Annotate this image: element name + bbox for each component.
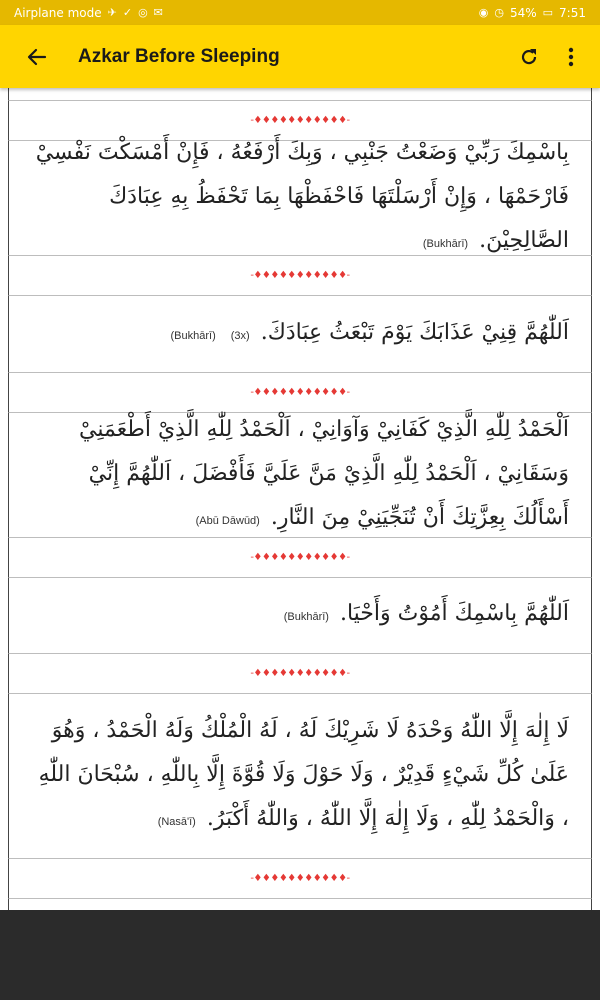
more-options-button[interactable] <box>554 40 588 74</box>
status-bar <box>0 0 600 25</box>
whatsapp-icon: ◎ <box>138 6 148 19</box>
dua-text: اَللّٰهُمَّ قِنِيْ عَذَابَكَ يَوْمَ تَبْعَثُ عِبَادَكَ. <box>260 319 569 345</box>
mail-icon: ✉ <box>153 6 163 19</box>
dua-text: اَللّٰهُمَّ بِاسْمِكَ أَمُوْتُ وَأَحْيَا. <box>339 601 569 626</box>
divider-ornament: -♦♦♦♦♦♦♦♦♦♦♦- <box>8 537 592 577</box>
dua-source: (Bukhārī) <box>283 611 329 623</box>
dua-text: لَا إِلٰهَ إِلَّا اللّٰهُ وَحْدَهُ لَا شَرِيْكَ لَهُ ، لَهُ الْمُلْكُ وَلَهُ الْحَمْدُ ، وَهُوَ عَلَىٰ كُلِّ شَيْءٍ قَدِيْرٌ ، وَلَا حَوْلَ وَلَا قُوَّةَ إِلَّا بِاللّٰهِ ، سُبْحَانَ اللّٰهِ ، وَالْحَمْدُ لِلّٰهِ ، وَلَا إِلٰهَ إِلَّا اللّٰهُ ، وَاللّٰهُ أَكْبَرُ. <box>38 717 569 831</box>
page-title: Azkar Before Sleeping <box>78 45 280 67</box>
check-circle-icon: ✓ <box>122 6 133 19</box>
divider-ornament: -♦♦♦♦♦♦♦♦♦♦♦- <box>8 255 592 295</box>
more-vert-icon <box>568 47 574 67</box>
dua-arabic-text <box>31 709 569 844</box>
airplane-mode-label: Airplane mode <box>14 5 102 20</box>
battery-percent: 54% <box>509 5 537 20</box>
alarm-icon: ◷ <box>494 6 504 19</box>
dua-card-partial <box>8 88 592 100</box>
dua-arabic-text <box>31 311 569 358</box>
dua-source: (Bukhārī) <box>170 329 216 342</box>
back-arrow-icon <box>27 47 47 67</box>
status-right <box>479 6 586 20</box>
dua-card <box>8 140 592 255</box>
battery-icon: ▭ <box>542 6 554 19</box>
divider-ornament: -♦♦♦♦♦♦♦♦♦♦♦- <box>8 372 592 412</box>
dua-source: (Bukhārī) <box>422 237 469 250</box>
clock: 7:51 <box>559 5 586 20</box>
dua-card <box>8 577 592 653</box>
dua-card <box>8 693 592 858</box>
dua-card-partial <box>8 898 592 910</box>
bottom-bar <box>0 910 600 1000</box>
dua-source: (Nasā'ī) <box>157 815 196 828</box>
dua-card <box>8 295 592 372</box>
refresh-button[interactable] <box>512 40 546 74</box>
dua-repeat: (3x) <box>230 329 250 342</box>
eye-icon: ◉ <box>478 6 489 19</box>
airplane-icon: ✈ <box>107 6 117 19</box>
dua-text: اَلْحَمْدُ لِلّٰهِ الَّذِيْ كَفَانِيْ وَآوَانِيْ ، اَلْحَمْدُ لِلّٰهِ الَّذِيْ أَطْعَمَنِيْ وَسَقَانِيْ ، اَلْحَمْدُ لِلّٰهِ الَّذِيْ مَنَّ عَلَيَّ فَأَفْضَلَ ، اَللّٰهُمَّ إِنِّيْ أَسْأَلُكَ بِعِزَّتِكَ أَنْ تُنَجِّيَنِيْ مِنَ النَّارِ. <box>79 416 569 530</box>
dua-arabic-text <box>31 131 569 266</box>
divider-ornament: -♦♦♦♦♦♦♦♦♦♦♦- <box>8 100 592 140</box>
divider-ornament: -♦♦♦♦♦♦♦♦♦♦♦- <box>8 653 592 693</box>
dua-list[interactable] <box>0 88 600 910</box>
back-button[interactable] <box>20 40 54 74</box>
dua-arabic-text <box>31 408 569 543</box>
dua-source: (Abū Dāwūd) <box>195 514 260 527</box>
dua-text: بِاسْمِكَ رَبِّيْ وَضَعْتُ جَنْبِي ، وَبِكَ أَرْفَعُهُ ، فَإِنْ أَمْسَكْتَ نَفْسِيْ فَارْحَمْهَا ، وَإِنْ أَرْسَلْتَهَا فَاحْفَظْهَا بِمَا تَحْفَظُ بِهِ عِبَادَكَ الصَّالِحِيْنَ. <box>35 139 569 253</box>
dua-card <box>8 412 592 537</box>
app-bar <box>0 25 600 88</box>
dua-arabic-text <box>31 592 569 639</box>
refresh-icon <box>519 47 539 67</box>
divider-ornament: -♦♦♦♦♦♦♦♦♦♦♦- <box>8 858 592 898</box>
status-left <box>14 6 163 20</box>
